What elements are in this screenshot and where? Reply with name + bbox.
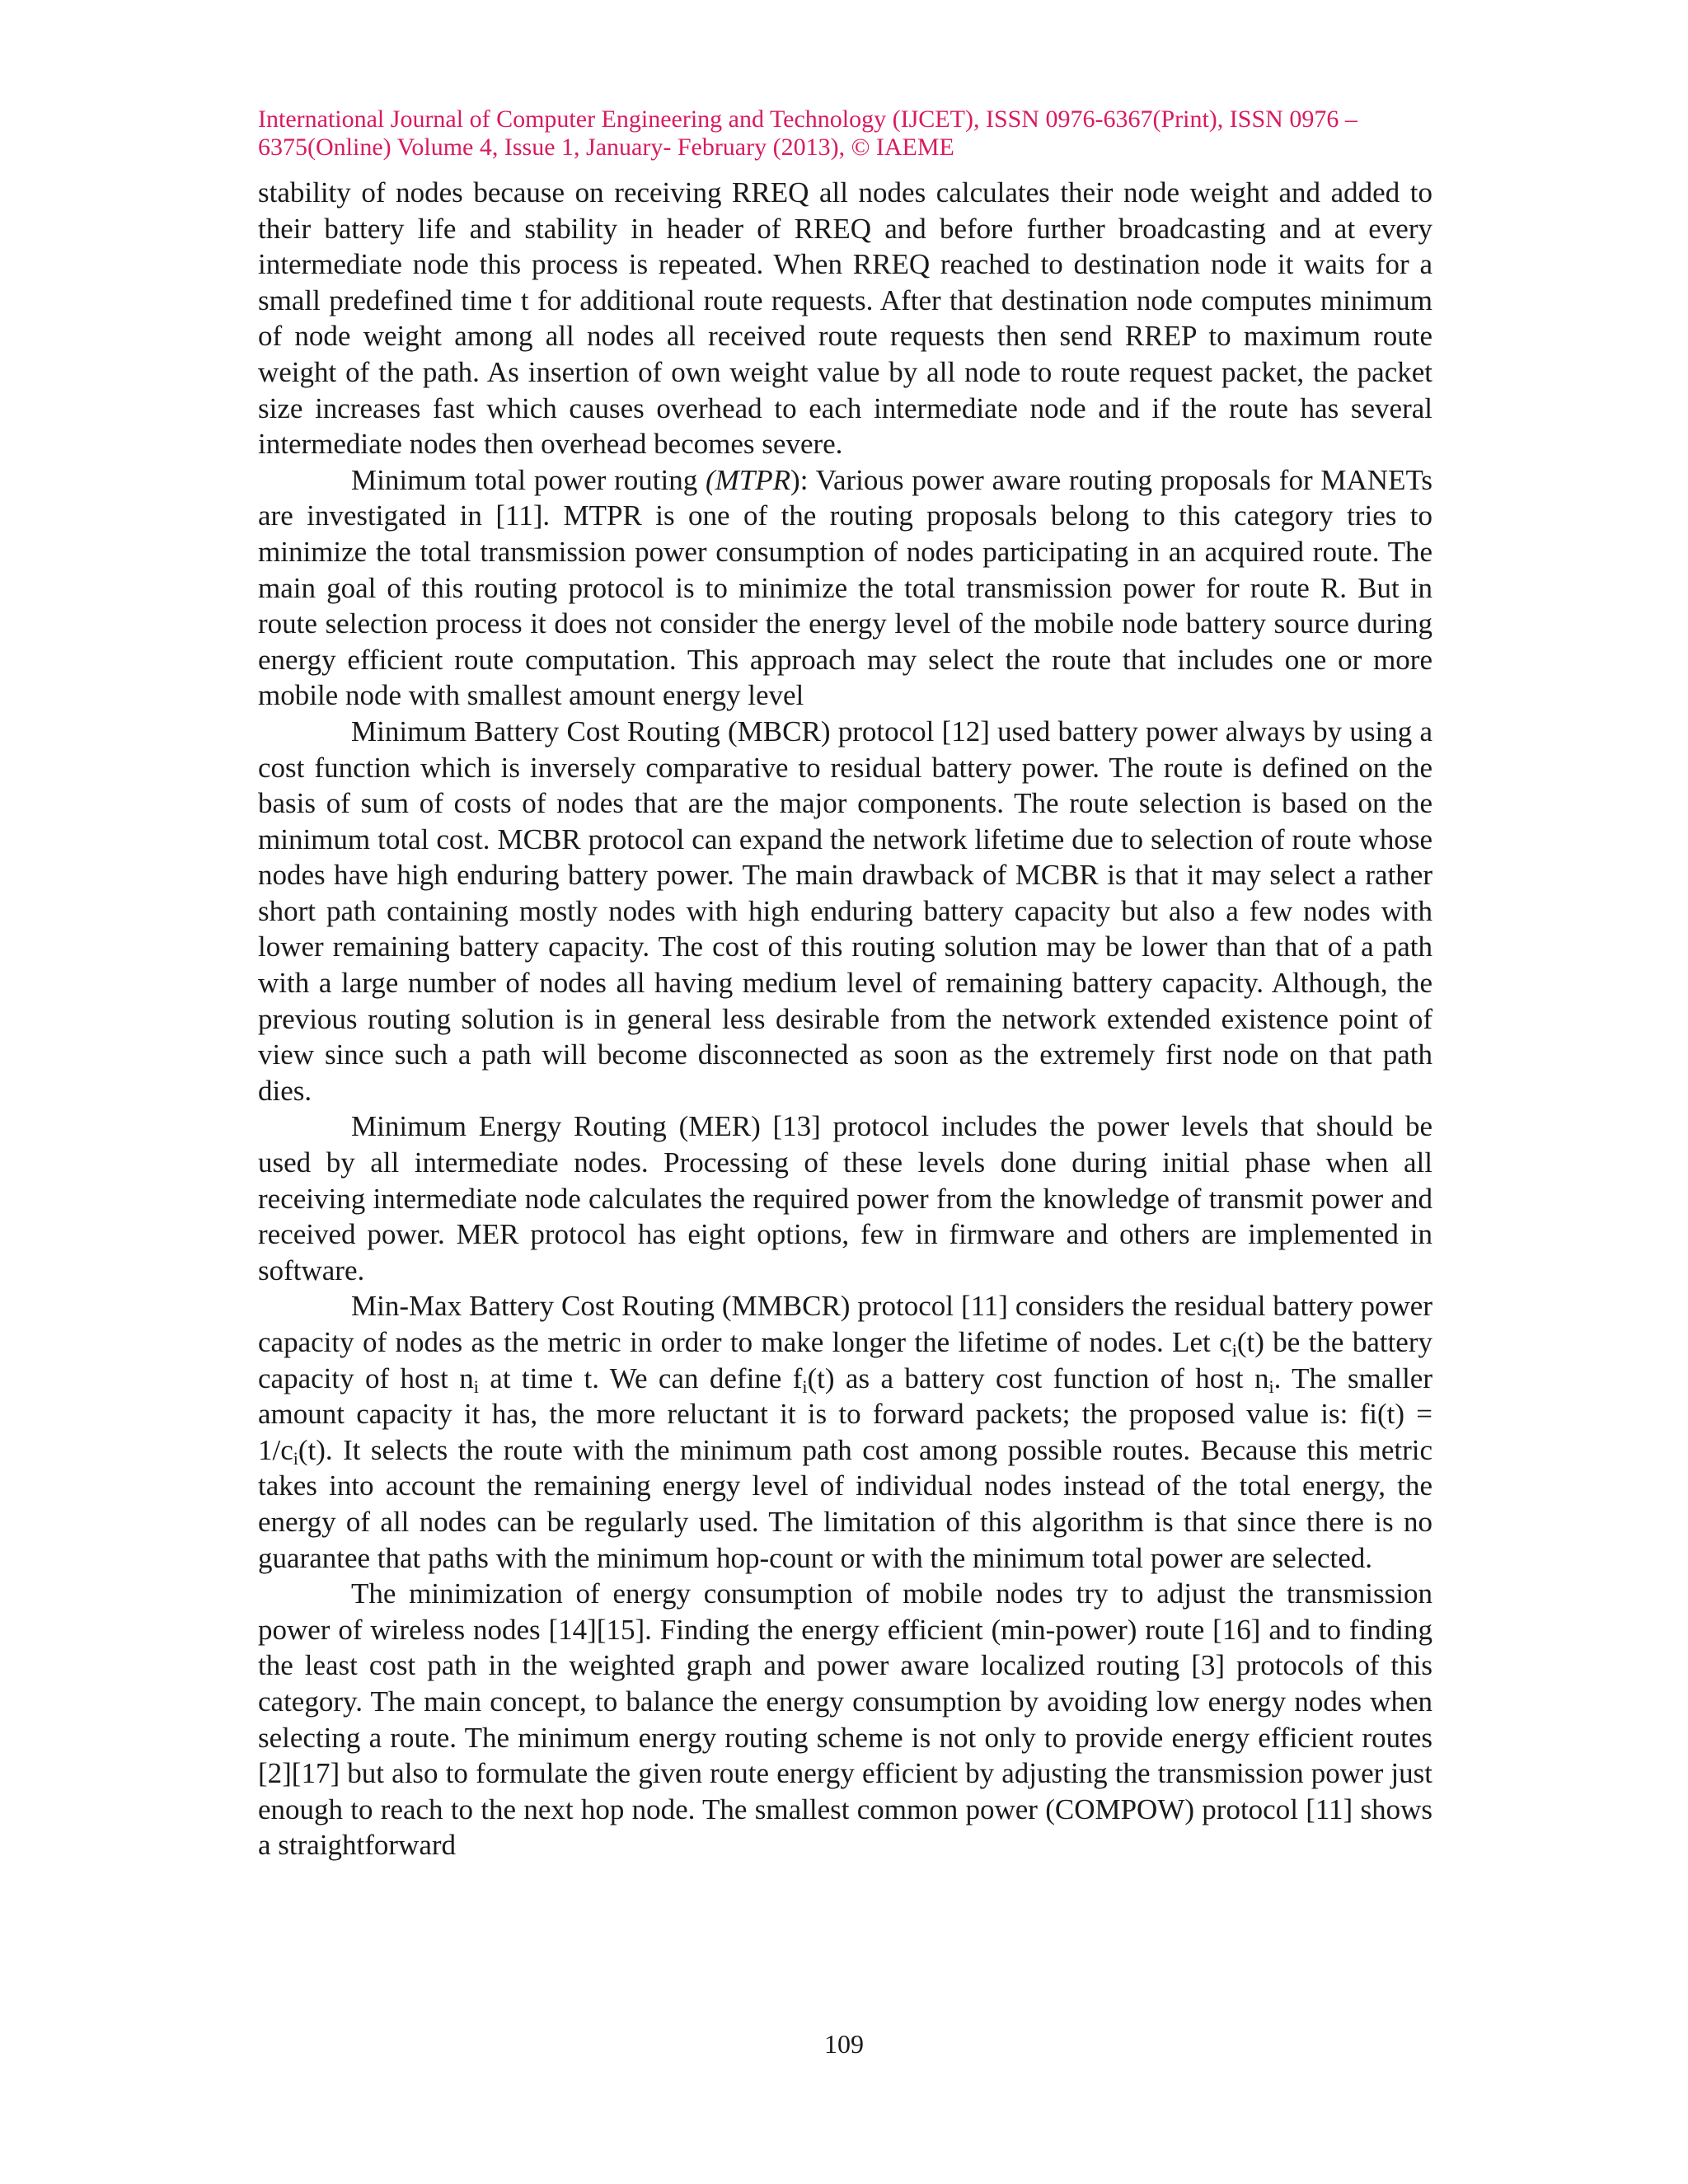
subscript-i: i	[1231, 1340, 1237, 1361]
paragraph-mmbcr-part-c: at time t. We can define f	[478, 1361, 803, 1394]
paragraph-mmbcr-part-f: (t). It selects the route with the minimum path cost among possible routes. Because this metric takes into account the remaining energy level of individual nodes instead of the total energy, the energy of all nodes can be regularly used. The limitation of this algorithm is that since there is no guarantee that paths with the minimum hop-count or with the minimum total power are selected.	[258, 1433, 1432, 1574]
paragraph-energy-minimization: The minimization of energy consumption of mobile nodes try to adjust the transmission power of wireless nodes [14][15]. Finding the energy efficient (min-power) route [16] and to finding the least cost path in the weighted graph and power aware localized routing [3] protocols of this category. The main concept, to balance the energy consumption by avoiding low energy nodes when selecting a route. The minimum energy routing scheme is not only to provide energy efficient routes [2][17] but also to formulate the given route energy efficient by adjusting the transmission power just enough to reach to the next hop node. The smallest common power (COMPOW) protocol [11] shows a straightforward	[258, 1577, 1432, 1862]
paragraph-mmbcr-part-a: Min-Max Battery Cost Routing (MMBCR) protocol [11] considers the residual battery power capacity of nodes as the metric in order to make longer the lifetime of nodes. Let c	[258, 1290, 1432, 1358]
paragraph-mtpr-acronym: (MTPR	[706, 463, 791, 496]
journal-header-line-2: 6375(Online) Volume 4, Issue 1, January- February (2013), © IAEME	[258, 134, 954, 161]
subscript-i: i	[1268, 1376, 1274, 1397]
paragraph-mbcr: Minimum Battery Cost Routing (MBCR) protocol [12] used battery power always by using a cost function which is inversely comparative to residual battery power. The route is defined on the basis of sum of costs of nodes that are the major components. The route selection is based on the minimum total cost. MCBR protocol can expand the network lifetime due to selection of route whose nodes have high enduring battery power. The main drawback of MCBR is that it may select a rather short path containing mostly nodes with high enduring battery capacity but also a few nodes with lower remaining battery capacity. The cost of this routing solution may be lower than that of a path with a large number of nodes all having medium level of remaining battery capacity. Although, the previous routing solution is in general less desirable from the network extended existence point of view since such a path will become disconnected as soon as the extremely first node on that path dies.	[258, 715, 1432, 1107]
paragraph-mer: Minimum Energy Routing (MER) [13] protocol includes the power levels that should be used by all intermediate nodes. Processing of these levels done during initial phase when all receiving intermediate node calculates the required power from the knowledge of transmit power and received power. MER protocol has eight options, few in firmware and others are implemented in software.	[258, 1110, 1432, 1286]
paragraph-mmbcr-part-b: (t) be the battery capacity of host n	[258, 1326, 1432, 1394]
paragraph-node-weight-overhead: stability of nodes because on receiving RREQ all nodes calculates their node weight and added to their battery life and stability in header of RREQ and before further broadcasting and at every intermediate node this process is repeated. When RREQ reached to destination node it waits for a small predefined time t for additional route requests. After that destination node computes minimum of node weight among all nodes all received route requests then send RREP to maximum route weight of the path. As insertion of own weight value by all node to route request packet, the packet size increases fast which causes overhead to each intermediate node and if the route has several intermediate nodes then overhead becomes severe.	[258, 176, 1432, 461]
paragraph-mtpr-lead: Minimum total power routing	[351, 463, 706, 496]
paragraph-mtpr	[258, 462, 1432, 714]
subscript-i: i	[802, 1376, 808, 1397]
paragraph-mmbcr-part-e: . The smaller amount capacity it has, the more reluctant it is to forward packets; the proposed value is: fi(t) = 1/c	[258, 1361, 1433, 1466]
paragraph-mmbcr	[258, 1288, 1432, 1576]
subscript-i: i	[473, 1376, 479, 1397]
page-number: 109	[824, 2029, 864, 2059]
paragraph-mtpr-body: ): Various power aware routing proposals for MANETs are investigated in [11]. MTPR is one of the routing proposals belong to this category tries to minimize the total transmission power consumption of nodes participating in an acquired route. The main goal of this routing protocol is to minimize the total transmission power for route R. But in route selection process it does not consider the energy level of the mobile node battery source during energy efficient route computation. This approach may select the route that includes one or more mobile node with smallest amount energy level	[258, 463, 1433, 712]
paragraph-mmbcr-part-d: (t) as a battery cost function of host n	[807, 1361, 1269, 1394]
journal-header	[258, 105, 1432, 162]
body-text	[258, 175, 1432, 1863]
subscript-i: i	[293, 1447, 298, 1469]
journal-header-line-1: International Journal of Computer Engineering and Technology (IJCET), ISSN 0976-6367(Print), ISSN 0976 –	[258, 105, 1357, 133]
page-content	[258, 105, 1432, 1863]
